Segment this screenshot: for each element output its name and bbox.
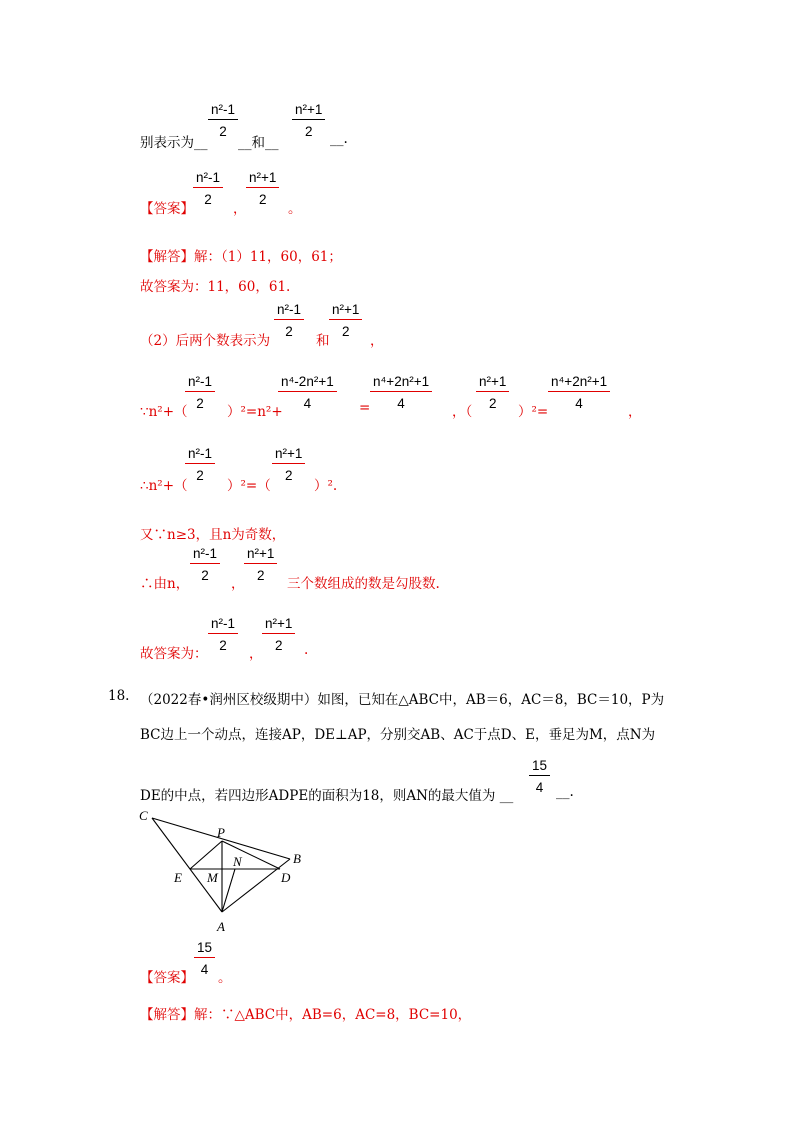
problem-number: 18. (108, 688, 130, 704)
fraction-numerator: n²-1 (190, 546, 220, 564)
fraction-denominator: 2 (256, 568, 265, 583)
fraction-numerator: n²-1 (208, 102, 238, 120)
problem-line-1: （2022春•润州区校级期中）如图，已知在△ABC中，AB＝6，AC＝8，BC＝10，P为 (140, 692, 665, 708)
fraction-numerator: 15 (194, 940, 215, 958)
answer-separator: ， (233, 201, 247, 217)
line5-middle: ）²=（ (227, 478, 271, 494)
analysis-line-1: 解：（1）11，60，61； (194, 249, 342, 265)
fraction-numerator: n²-1 (208, 616, 238, 634)
line7-suffix: 三个数组成的数是勾股数. (287, 576, 440, 592)
top-line-suffix: __. (330, 131, 348, 147)
fraction-denominator: 2 (219, 124, 227, 139)
fraction-numerator: n⁴+2n²+1 (548, 374, 610, 392)
answer-fraction-1 (193, 170, 223, 207)
fraction-numerator: n⁴-2n²+1 (278, 374, 337, 392)
answer2-label: 【答案】 (140, 970, 194, 986)
label-N: N (233, 854, 242, 869)
fraction-numerator: n²+1 (244, 546, 277, 564)
problem-line-3-end: __. (556, 784, 574, 800)
analysis-label (140, 245, 342, 265)
fraction-denominator: 2 (488, 396, 497, 411)
fraction-denominator: 4 (200, 962, 209, 977)
fraction-numerator: n²-1 (193, 170, 223, 188)
fraction-denominator: 2 (196, 396, 204, 411)
analysis2-label: 【解答】 (140, 1007, 194, 1023)
label-C: C (139, 808, 148, 823)
fraction-numerator: n²-1 (274, 302, 304, 320)
line8-separator: ， (249, 646, 263, 662)
top-line-prefix: 别表示为__ (140, 135, 208, 151)
line8-fraction-2 (262, 616, 295, 653)
fraction-denominator: 2 (196, 468, 204, 483)
analysis-line-3-end: ， (370, 333, 384, 349)
fraction-denominator: 2 (341, 324, 350, 339)
answer2-end: 。 (218, 970, 232, 986)
label-D: D (281, 870, 291, 885)
problem-line-2: BC边上一个动点，连接AP，DE⊥AP，分别交AB、AC于点D、E，垂足为M，点N为 (140, 727, 656, 743)
fraction-denominator: 2 (274, 638, 283, 653)
analysis2 (140, 1003, 471, 1023)
fraction-numerator: n²+1 (262, 616, 295, 634)
label-B: B (293, 851, 301, 866)
line4-fraction-5 (548, 374, 610, 411)
line3-fraction-1 (274, 302, 304, 339)
label-E: E (174, 870, 182, 885)
fraction-numerator: n²+1 (476, 374, 509, 392)
line8-end: . (304, 642, 309, 658)
fraction-numerator: n²+1 (272, 446, 305, 464)
segment-CA (152, 818, 222, 912)
label-M: M (207, 870, 218, 885)
top-fraction-2 (292, 102, 325, 139)
line7-separator: ， (231, 576, 245, 592)
top-line-middle: __和__ (238, 135, 279, 151)
line5-end: ）². (314, 478, 338, 494)
line4-because: ∵n²+（ (140, 404, 188, 420)
line5-fraction-2 (272, 446, 305, 483)
label-P: P (217, 825, 225, 840)
problem-line-3: DE的中点，若四边形ADPE的面积为18，则AN的最大值为 __ (140, 788, 514, 804)
fraction-numerator: n²+1 (292, 102, 325, 120)
line4-comma: ，（ (452, 404, 473, 420)
top-fraction-1 (208, 102, 238, 139)
line5-therefore: ∴n²+（ (140, 478, 188, 494)
fraction-denominator: 2 (258, 192, 267, 207)
geometry-figure (135, 808, 315, 940)
fraction-numerator: 15 (529, 758, 550, 776)
line8-prefix: 故答案为： (140, 646, 208, 662)
line4-fraction-1 (185, 374, 215, 411)
fraction-numerator: n²+1 (246, 170, 279, 188)
fraction-denominator: 4 (397, 396, 405, 411)
analysis-line-6: 又∵n≥3，且n为奇数， (140, 527, 286, 543)
fraction-denominator: 2 (284, 468, 293, 483)
fraction-denominator: 2 (219, 638, 227, 653)
line4-fraction-4 (476, 374, 509, 411)
segment-AN (222, 869, 235, 912)
fraction-numerator: n²-1 (185, 446, 215, 464)
analysis-line-3-prefix: （2）后两个数表示为 (140, 333, 271, 349)
fraction-denominator: 2 (304, 124, 313, 139)
line7-fraction-2 (244, 546, 277, 583)
answer2-fraction (194, 940, 215, 977)
analysis-line-2: 故答案为：11，60，61. (140, 279, 291, 295)
fraction-denominator: 4 (575, 396, 583, 411)
line4-part-2: ）²= (518, 404, 549, 420)
line4-end: ， (628, 404, 642, 420)
line7-fraction-1 (190, 546, 220, 583)
segment-PE (190, 841, 222, 869)
line4-equals: = (359, 400, 371, 416)
fraction-denominator: 4 (535, 780, 544, 795)
fraction-denominator: 2 (204, 192, 212, 207)
analysis-line-3-and: 和 (316, 333, 330, 349)
line5-fraction-1 (185, 446, 215, 483)
answer-label: 【答案】 (140, 201, 194, 217)
segment-PD (222, 841, 280, 869)
line7-prefix: ∴由n， (140, 576, 190, 592)
analysis2-text: 解：∵△ABC中，AB=6，AC=8，BC=10， (194, 1007, 472, 1023)
line4-fraction-2 (278, 374, 337, 411)
line4-part-1: ）²=n²+ (227, 404, 283, 420)
problem-answer-fraction (529, 758, 550, 795)
line8-fraction-1 (208, 616, 238, 653)
fraction-numerator: n²+1 (329, 302, 362, 320)
label-A: A (217, 919, 225, 934)
analysis-label-text: 【解答】 (140, 249, 194, 265)
line4-fraction-3 (370, 374, 432, 411)
answer-fraction-2 (246, 170, 279, 207)
fraction-denominator: 2 (285, 324, 293, 339)
fraction-denominator: 2 (201, 568, 209, 583)
fraction-numerator: n²-1 (185, 374, 215, 392)
line3-fraction-2 (329, 302, 362, 339)
fraction-denominator: 4 (303, 396, 312, 411)
answer-end: 。 (288, 201, 302, 217)
fraction-numerator: n⁴+2n²+1 (370, 374, 432, 392)
